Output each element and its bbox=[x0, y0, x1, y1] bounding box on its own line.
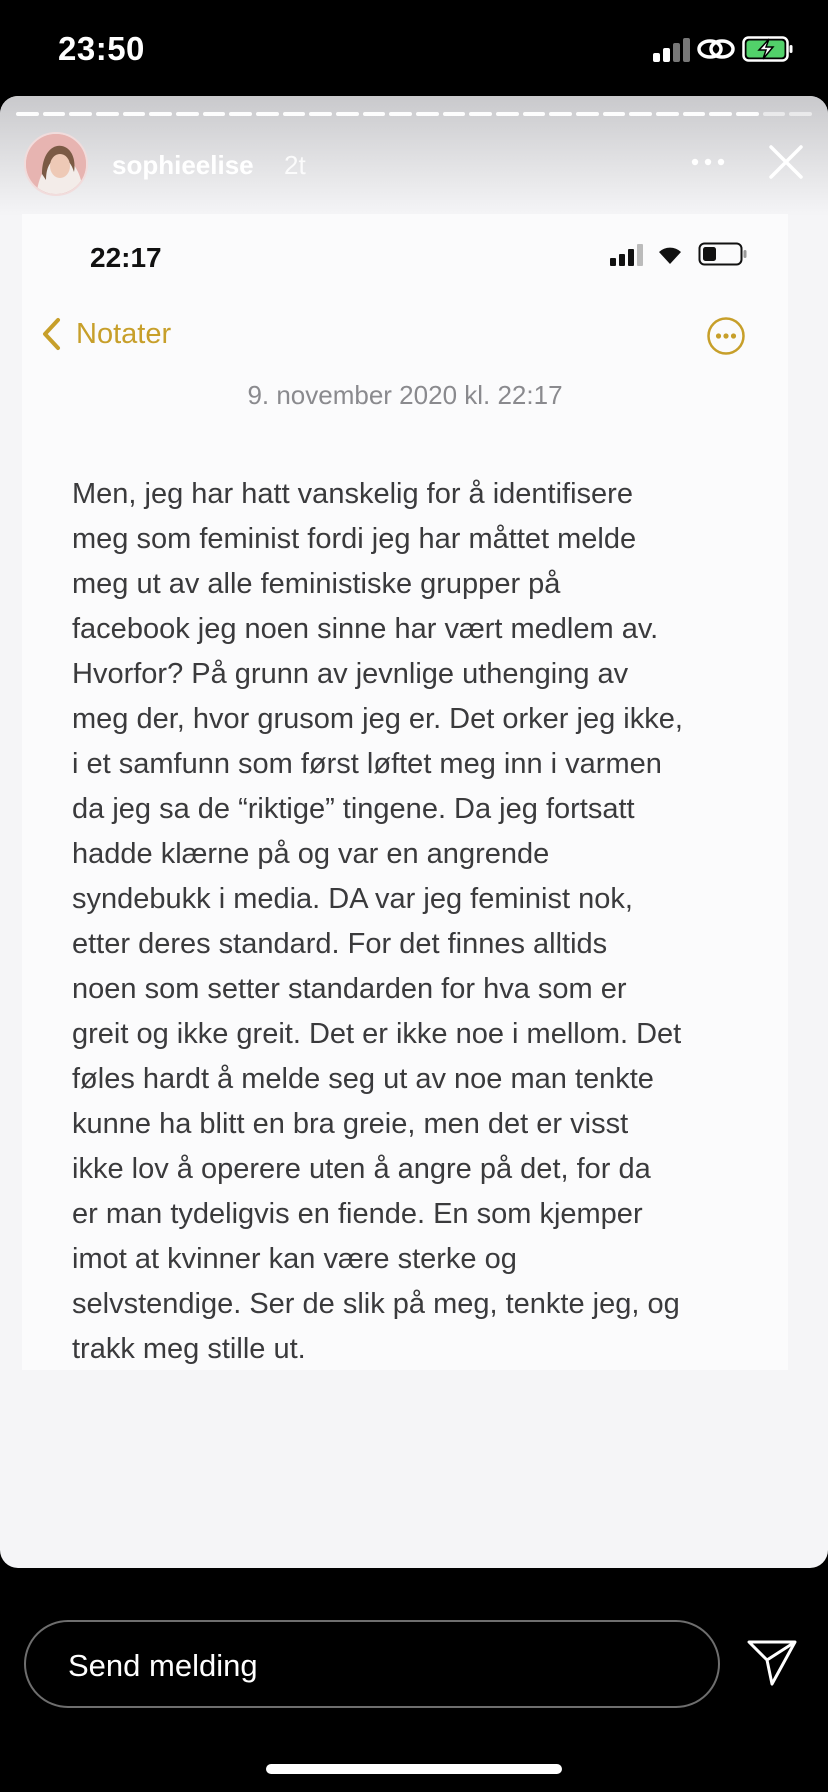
story-progress-segment bbox=[496, 112, 519, 116]
story-progress-segment bbox=[96, 112, 119, 116]
story-progress-segment bbox=[43, 112, 66, 116]
note-body-text: Men, jeg har hatt vanskelig for å identifisere meg som feminist fordi jeg har måttet melde meg ut av alle feministiske grupper på facebook jeg noen sinne har vært medlem av. Hvorfor? På grunn av jevnlige uthenging av meg der, hvor grusom jeg er. Det orker jeg ikke, i et samfunn som først løftet meg inn i varmen da jeg sa de “riktige” tingene. Da jeg fortsatt hadde klærne på og var en angrende syndebukk i media. DA var jeg feminist nok, etter deres standard. For det finnes alltids noen som setter standarden for hva som er greit og ikke greit. Det er ikke noe i mellom. Det føles hardt å melde seg ut av noe man tenkte kunne ha blitt en bra greie, men det er visst ikke lov å operere uten å angre på det, for da er man tydeligvis en fiende. En som kjemper imot at kvinner kan være sterke og selvstendige. Ser de slik på meg, tenkte jeg, og trakk meg stille ut. bbox=[72, 478, 683, 1365]
story-progress-segment bbox=[523, 112, 546, 116]
note-date: 9. november 2020 kl. 22:17 bbox=[247, 380, 563, 410]
cellular-signal-icon bbox=[653, 38, 691, 62]
story-card[interactable] bbox=[0, 96, 828, 1568]
home-indicator[interactable] bbox=[266, 1764, 562, 1774]
story-time-ago: 2t bbox=[284, 150, 306, 180]
story-progress-segment bbox=[656, 112, 679, 116]
story-progress-segment bbox=[629, 112, 652, 116]
notes-more-icon[interactable] bbox=[706, 316, 746, 356]
link-icon bbox=[696, 34, 736, 64]
send-icon[interactable] bbox=[746, 1638, 798, 1688]
story-progress-segment bbox=[736, 112, 759, 116]
chevron-left-icon bbox=[40, 316, 62, 352]
send-message-input[interactable] bbox=[24, 1620, 720, 1708]
story-progress-segment bbox=[283, 112, 306, 116]
notes-back-label: Notater bbox=[76, 317, 172, 350]
notes-back-button[interactable] bbox=[40, 314, 171, 354]
story-progress-segment bbox=[309, 112, 332, 116]
story-progress-segment bbox=[389, 112, 412, 116]
story-progress-bar bbox=[16, 112, 812, 116]
story-progress-segment bbox=[789, 112, 812, 116]
story-progress-segment bbox=[256, 112, 279, 116]
story-progress-segment bbox=[416, 112, 439, 116]
story-progress-segment bbox=[336, 112, 359, 116]
story-progress-segment bbox=[576, 112, 599, 116]
story-progress-segment bbox=[203, 112, 226, 116]
story-progress-segment bbox=[709, 112, 732, 116]
story-progress-segment bbox=[763, 112, 786, 116]
story-progress-segment bbox=[469, 112, 492, 116]
story-progress-segment bbox=[149, 112, 172, 116]
story-progress-segment bbox=[603, 112, 626, 116]
notes-battery-icon bbox=[698, 242, 748, 266]
story-progress-segment bbox=[176, 112, 199, 116]
close-icon[interactable] bbox=[768, 144, 804, 180]
story-progress-segment bbox=[16, 112, 39, 116]
status-time: 23:50 bbox=[58, 30, 145, 67]
notes-status-time: 22:17 bbox=[90, 242, 162, 273]
story-progress-segment bbox=[69, 112, 92, 116]
more-icon[interactable] bbox=[690, 152, 726, 172]
story-progress-segment bbox=[683, 112, 706, 116]
wifi-icon bbox=[656, 242, 684, 266]
notes-signal-icon bbox=[610, 244, 646, 266]
story-progress-segment bbox=[549, 112, 572, 116]
notes-screenshot bbox=[22, 214, 788, 1370]
battery-charging-icon bbox=[742, 36, 794, 62]
story-progress-segment bbox=[363, 112, 386, 116]
story-progress-segment bbox=[229, 112, 252, 116]
story-progress-segment bbox=[123, 112, 146, 116]
send-message-placeholder: Send melding bbox=[68, 1648, 258, 1683]
avatar[interactable] bbox=[24, 132, 88, 196]
story-username[interactable]: sophieelise bbox=[112, 150, 254, 180]
device-status-bar bbox=[0, 0, 828, 96]
story-progress-segment bbox=[443, 112, 466, 116]
